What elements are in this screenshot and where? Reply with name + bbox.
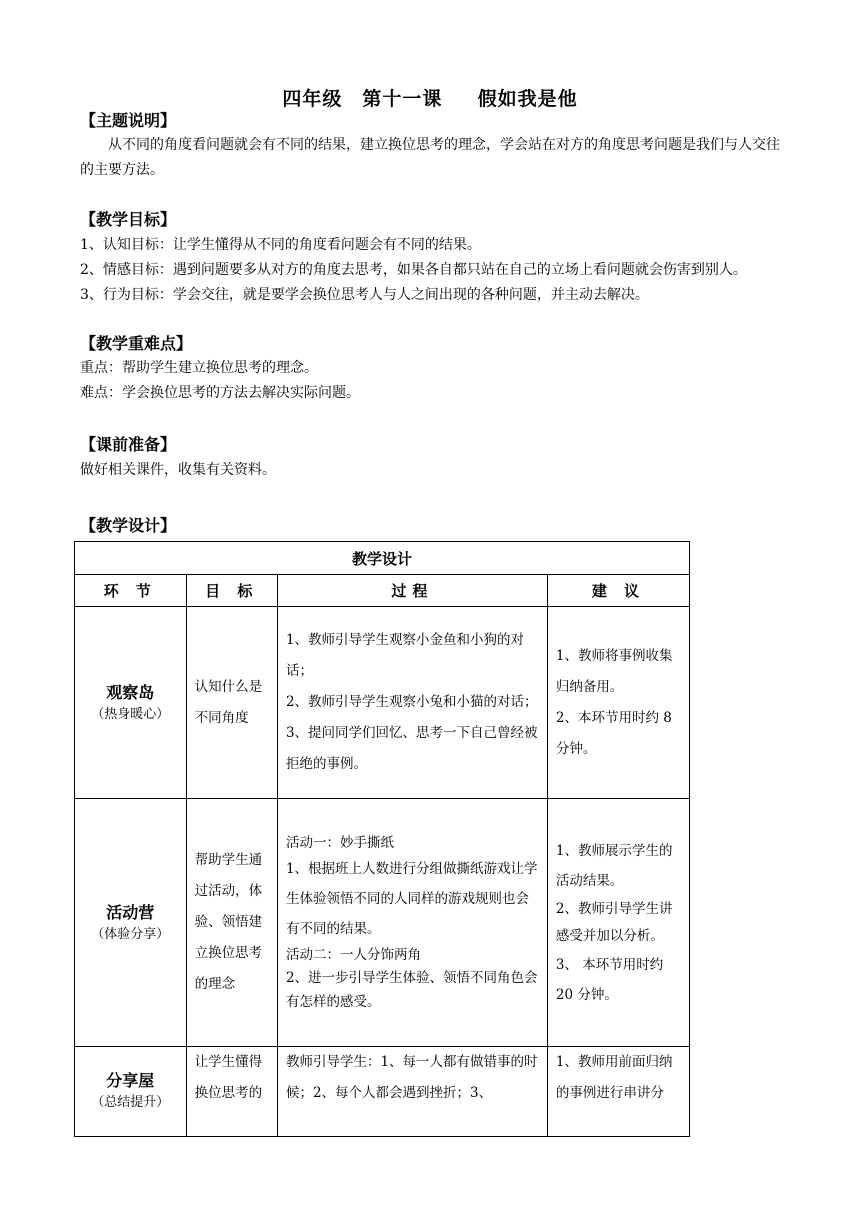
lesson-title: 四年级 第十一课 假如我是他 [282, 88, 578, 110]
stage-cell [75, 799, 187, 1047]
advice-cell [547, 799, 689, 1047]
table-row [75, 607, 690, 799]
lesson-design-table [74, 541, 690, 1137]
process-cell [277, 799, 547, 1047]
stage-cell [75, 607, 187, 799]
column-header: 环 节 [75, 575, 187, 607]
column-header: 目 标 [186, 575, 277, 607]
process-step: 2、教师引导学生观察小兔和小猫的对话； [285, 694, 538, 710]
advice-cell [547, 607, 689, 799]
section-heading-keypoints: 【教学重难点】 [80, 334, 193, 353]
advice-cell [547, 1047, 689, 1137]
goal-item: 1、认知目标：让学生懂得从不同的角度看问题会有不同的结果。 [80, 237, 481, 253]
advice-item: 2、本环节用时约 8 分钟。 [555, 709, 672, 757]
process-step: 2、进一步引导学生体验、领悟不同角色会有怎样的感受。 [285, 969, 538, 1010]
advice-item: 1、教师展示学生的活动结果。 [555, 842, 673, 889]
stage-subtitle: （热身暖心） [91, 706, 170, 722]
table-caption-row [75, 542, 690, 575]
process-step: 活动二：一人分饰两角 [285, 946, 421, 963]
goal-cell: 帮助学生通过活动，体验、领悟建立换位思考的理念 [186, 799, 277, 1047]
stage-name: 观察岛 [106, 682, 155, 702]
goal-item: 2、情感目标：遇到问题要多从对方的角度去思考，如果各自都只站在自己的立场上看问题就会伤害到别人。 [80, 262, 747, 278]
stage-name: 分享屋 [106, 1071, 155, 1090]
goal-cell: 让学生懂得换位思考的 [186, 1047, 277, 1137]
stage-cell [75, 1047, 187, 1137]
section-heading-goals: 【教学目标】 [80, 210, 177, 229]
process-step: 活动一：妙手撕纸 [285, 834, 394, 851]
advice-item: 3、 本环节用时约 20 分钟。 [555, 956, 664, 1003]
stage-subtitle: （总结提升） [91, 1095, 170, 1110]
table-row [75, 1047, 690, 1137]
table-caption: 教学设计 [75, 542, 690, 575]
process-cell [277, 1047, 547, 1137]
process-step: 1、根据班上人数进行分组做撕纸游戏让学生体验领悟不同的人同样的游戏规则也会有不同的结果。 [285, 860, 538, 937]
process-step: 3、提问同学们回忆、思考一下自己曾经被拒绝的事例。 [285, 725, 538, 772]
section-heading-design: 【教学设计】 [80, 516, 177, 535]
keypoint-item: 重点：帮助学生建立换位思考的理念。 [80, 360, 318, 376]
prep-text: 做好相关课件，收集有关资料。 [80, 462, 276, 478]
goal-item: 3、行为目标：学会交往，就是要学会换位思考人与人之间出现的各种问题，并主动去解决。 [80, 287, 649, 303]
stage-name: 活动营 [106, 902, 155, 922]
theme-text: 从不同的角度看问题就会有不同的结果，建立换位思考的理念，学会站在对方的角度思考问题是我们与人交往的主要方法。 [80, 137, 780, 178]
advice-item: 2、教师引导学生讲感受并加以分析。 [555, 900, 673, 944]
process-step: 教师引导学生：1、每一人都有做错事的时候；2、每个人都会遇到挫折；3、 [285, 1054, 538, 1101]
column-header: 过程 [277, 575, 547, 607]
section-heading-theme: 【主题说明】 [80, 111, 177, 130]
table-header-row [75, 575, 690, 607]
section-heading-prep: 【课前准备】 [80, 435, 177, 454]
stage-subtitle: （体验分享） [91, 926, 170, 942]
table-row [75, 799, 690, 1047]
keypoint-item: 难点：学会换位思考的方法去解决实际问题。 [80, 385, 360, 401]
process-step: 1、教师引导学生观察小金鱼和小狗的对话； [285, 632, 525, 679]
column-header: 建 议 [547, 575, 689, 607]
goal-cell: 认知什么是不同角度 [186, 607, 277, 799]
process-cell [277, 607, 547, 799]
advice-item: 1、教师用前面归纳的事例进行串讲分 [555, 1054, 673, 1101]
advice-item: 1、教师将事例收集归纳备用。 [555, 647, 673, 695]
